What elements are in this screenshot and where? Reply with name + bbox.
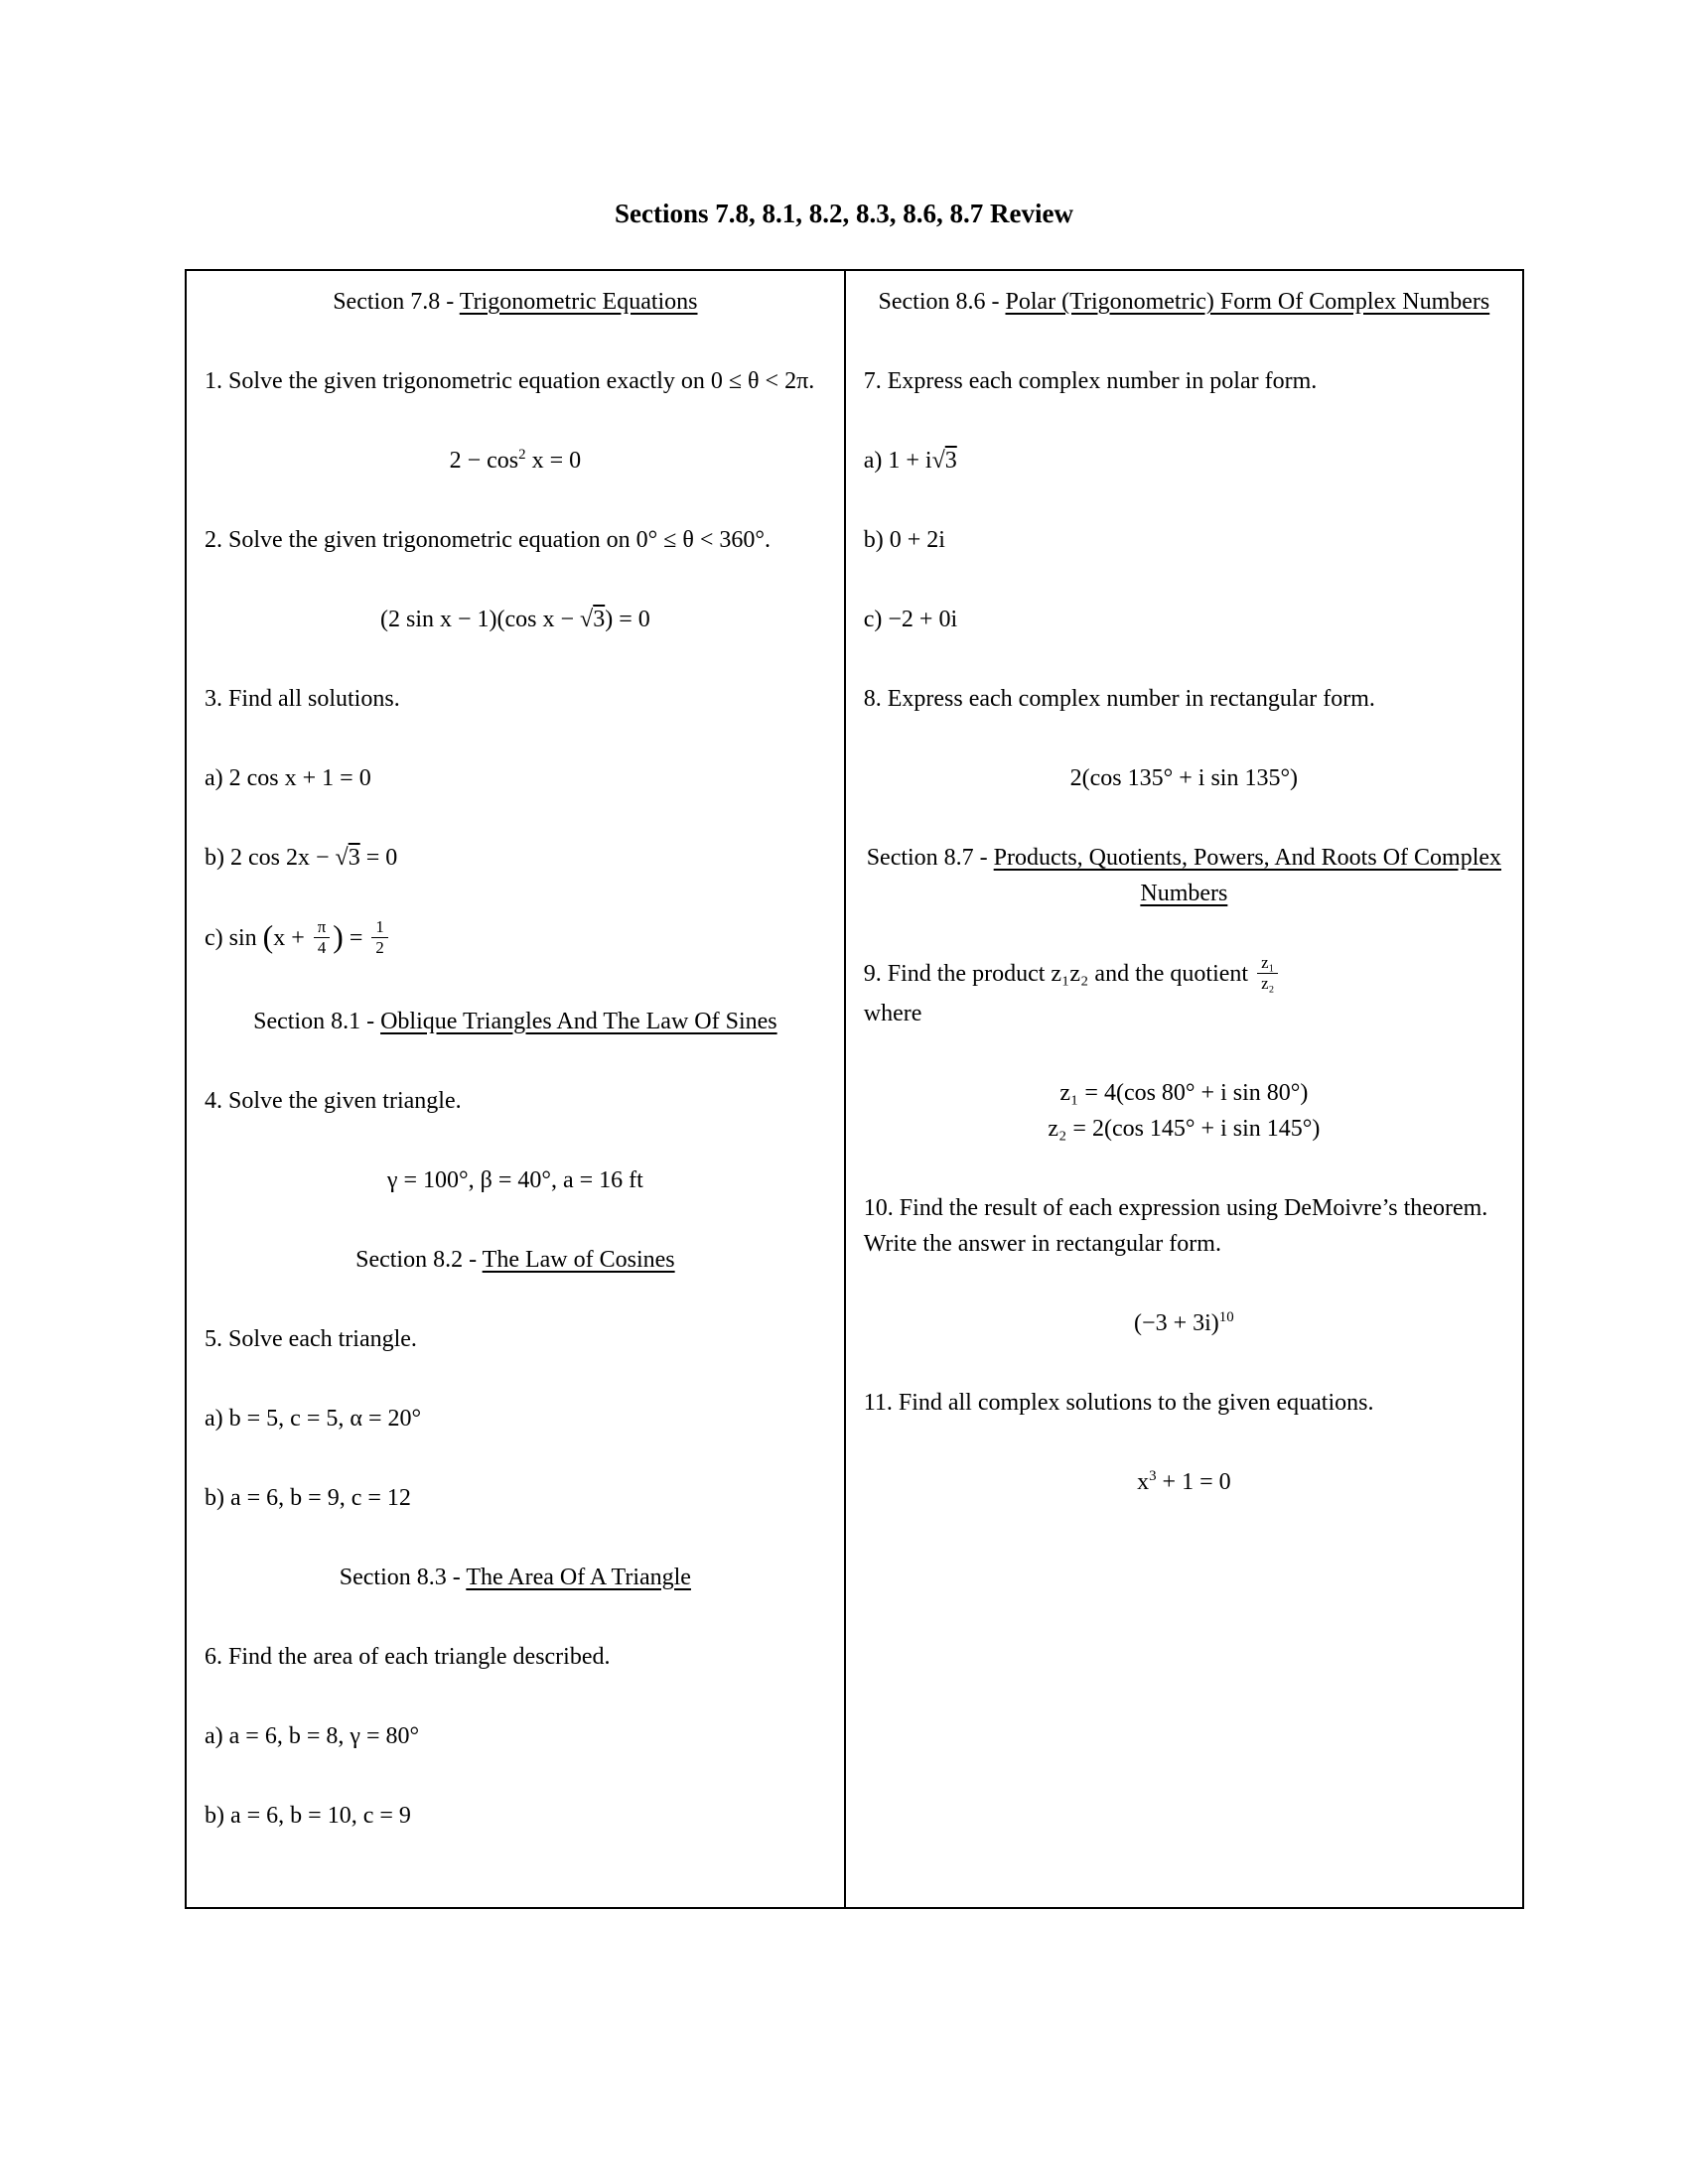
section-8-2-title: The Law of Cosines <box>482 1246 675 1273</box>
question-6b-formula: b) a = 6, b = 10, c = 9 <box>205 1802 411 1829</box>
section-8-6-title: Polar (Trigonometric) Form Of Complex Numbers <box>1005 289 1490 315</box>
section-8-2-prefix: Section 8.2 - <box>355 1246 483 1273</box>
radicand: 3 <box>348 845 360 871</box>
big-parenthesis: ( <box>262 919 274 955</box>
fraction-denominator: 4 <box>317 937 327 957</box>
question-9-given <box>864 1075 1504 1147</box>
radicand: 3 <box>944 448 957 474</box>
section-8-1-heading <box>205 1004 826 1039</box>
question-9-text-line1: 9. Find the product z₁z₂ and the quotient $\frac{\text{z₁}}{\text{z₂}}$ <box>864 955 1504 996</box>
fraction-denominator: z₂ <box>1261 973 1275 993</box>
fraction-numerator: z₁ <box>1257 953 1278 974</box>
question-5-text: 5. Solve each triangle. <box>205 1325 417 1352</box>
question-3a-formula: a) 2 cos x + 1 = 0 <box>205 765 371 791</box>
left-column <box>187 271 844 1907</box>
question-10-text: 10. Find the result of each expression using DeMoivre’s theorem. Write the answer in rectangular form. <box>863 1194 1488 1257</box>
section-8-7-heading <box>864 840 1504 911</box>
question-1-text: 1. Solve the given trigonometric equation exactly on 0 ≤ θ < 2π. <box>205 368 815 394</box>
question-7a-formula: a) 1 + i√3 <box>863 448 957 474</box>
question-7b-formula: b) 0 + 2i <box>863 527 945 553</box>
big-parenthesis: ) <box>333 919 344 955</box>
section-8-6-heading <box>864 284 1504 320</box>
section-8-1-title: Oblique Triangles And The Law Of Sines <box>380 1008 777 1034</box>
question-11-text: 11. Find all complex solutions to the given equations. <box>863 1389 1374 1416</box>
right-column <box>844 271 1522 1907</box>
section-7-8-title: Trigonometric Equations <box>459 289 698 315</box>
question-10-formula: $(-3 + 3i)^{10}$ <box>1134 1308 1234 1336</box>
question-5b-formula: b) a = 6, b = 9, c = 12 <box>205 1484 411 1511</box>
question-2-formula: (2 sin x − 1)(cos x − √3) = 0 <box>379 607 650 632</box>
question-6-text: 6. Find the area of each triangle described. <box>205 1643 611 1670</box>
section-8-3-prefix: Section 8.3 - <box>339 1564 467 1590</box>
fraction <box>314 917 330 958</box>
section-8-1-prefix: Section 8.1 - <box>253 1008 381 1034</box>
question-8-formula: 2(cos 135° + i sin 135°) <box>1069 765 1299 791</box>
section-8-6-prefix: Section 8.6 - <box>878 289 1006 315</box>
square-root: √3 <box>931 448 957 474</box>
question-3-text: 3. Find all solutions. <box>205 686 400 712</box>
question-11-formula: $x^3 + 1 = 0$ <box>1137 1467 1231 1495</box>
review-table <box>185 269 1524 1909</box>
superscript: 2 <box>518 447 526 463</box>
radicand: 3 <box>593 607 606 632</box>
section-8-7-title: Products, Quotients, Powers, And Roots Of Complex Numbers <box>993 845 1502 906</box>
fraction-denominator: 2 <box>375 937 384 957</box>
square-root: √3 <box>580 607 606 632</box>
fraction <box>1257 953 1278 994</box>
question-4-text: 4. Solve the given triangle. <box>205 1087 462 1114</box>
question-1-formula: $2 - \cos^2 x = 0$ <box>449 447 582 474</box>
question-9-text-line2: where <box>863 1000 922 1026</box>
question-3c-formula: c) sin (x + $\frac{\pi}{4}$ ) = $\frac{1}{2}$ <box>205 919 826 960</box>
fraction <box>371 917 387 958</box>
superscript: 10 <box>1218 1308 1234 1325</box>
section-7-8-heading <box>205 284 826 320</box>
fraction-numerator: 1 <box>371 917 387 938</box>
question-7c-formula: c) −2 + 0i <box>863 607 958 632</box>
section-8-3-heading <box>205 1560 826 1595</box>
question-7-text: 7. Express each complex number in polar form. <box>863 368 1318 394</box>
question-4-formula: γ = 100°, β = 40°, a = 16 ft <box>386 1166 643 1193</box>
fraction-numerator: π <box>314 917 330 938</box>
square-root: √3 <box>335 845 360 871</box>
question-5a-formula: a) b = 5, c = 5, α = 20° <box>205 1405 422 1432</box>
question-9-z1: z₁ = 4(cos 80° + i sin 80°) <box>1059 1079 1309 1106</box>
section-8-3-title: The Area Of A Triangle <box>466 1564 691 1590</box>
question-8-text: 8. Express each complex number in rectangular form. <box>863 686 1375 712</box>
superscript: 3 <box>1149 1467 1157 1484</box>
section-8-7-prefix: Section 8.7 - <box>866 845 994 871</box>
section-7-8-prefix: Section 7.8 - <box>333 289 460 315</box>
question-6a-formula: a) a = 6, b = 8, γ = 80° <box>205 1722 420 1749</box>
question-9-z2: z₂ = 2(cos 145° + i sin 145°) <box>1048 1115 1321 1142</box>
section-8-2-heading <box>205 1242 826 1278</box>
question-3b-formula: b) 2 cos 2x − √3 = 0 <box>205 845 398 871</box>
question-2-text: 2. Solve the given trigonometric equation on 0° ≤ θ < 360°. <box>205 527 771 553</box>
document-title: Sections 7.8, 8.1, 8.2, 8.3, 8.6, 8.7 Review <box>615 199 1073 228</box>
